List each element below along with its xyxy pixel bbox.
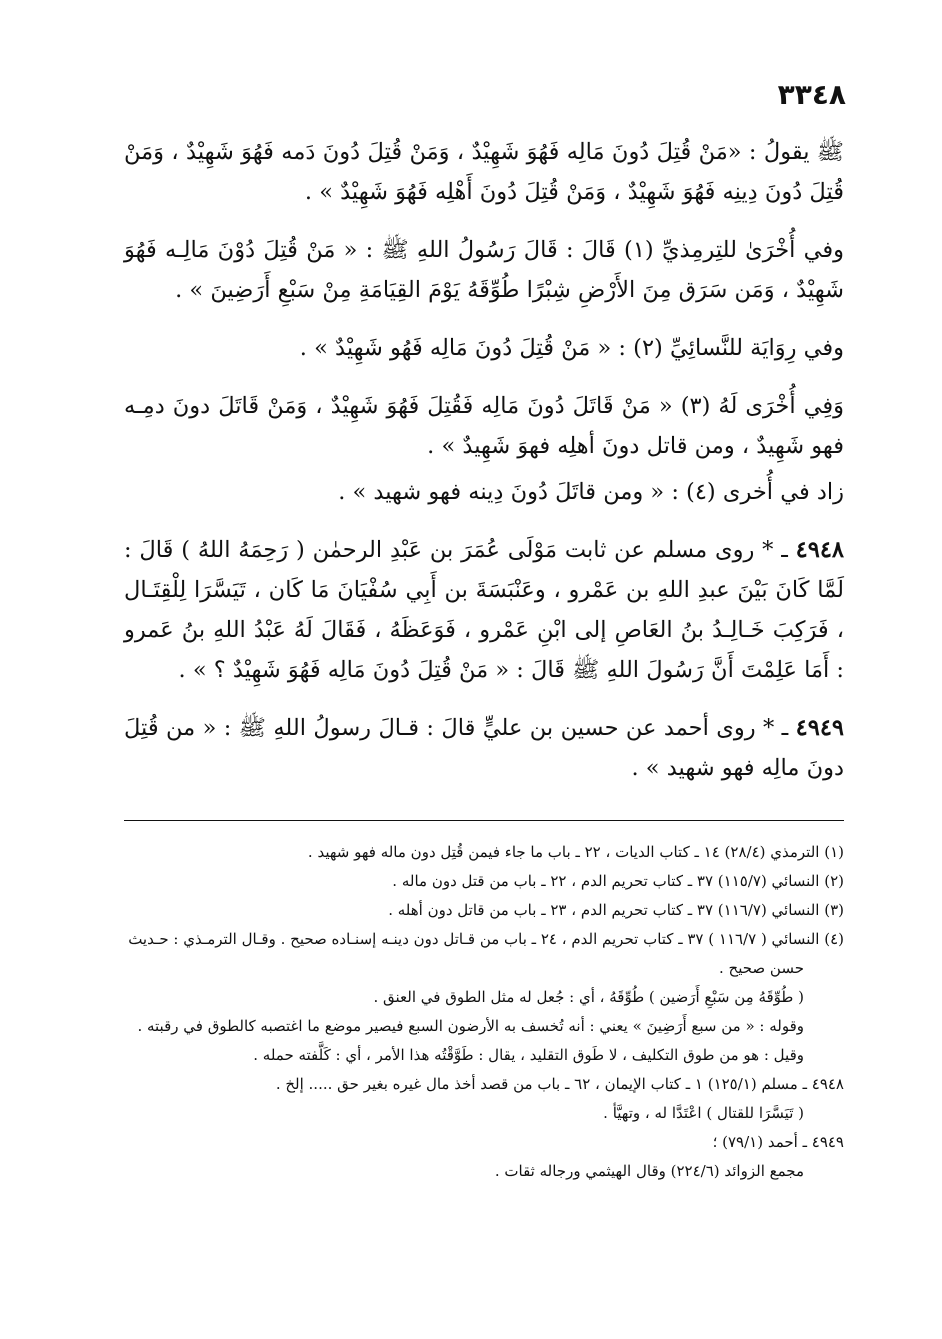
- paragraph: وفي أُخْرَىٰ للتِرمِذيِّ (١) قَالَ : قَالَ رَسُولُ اللهِ ﷺ : « مَنْ قُتِلَ دُوْنَ مَالِـه فَهُوَ شَهِيْدٌ ، وَمَن سَرَق مِنَ الأَرْضِ شِبْرًا طُوِّقَهُ يَوْمَ القِيَامَةِ مِنْ سَبْعِ أَرَضِينَ » .: [124, 237, 844, 303]
- page-number: ٣٣٤٨: [777, 78, 846, 111]
- hadith-text: ـ * روى مسلم عن ثابت مَوْلَى عُمَرَ بن عَبْدِ الرحمٰن ( رَحِمَهُ اللهُ ) قَالَ : لَمَّا كَانَ بَيْنَ عبدِ اللهِ بن عَمْرو ، وعَنْبَسَةَ بن أَبِي سُفْيَانَ مَا كَان ، تَيَسَّرَا لِلْقِتَـال ، فَرَكِبَ خَـالِـدُ بنُ العَاصِ إلى ابْنِ عَمْرو ، فَوَعَظَهُ ، فَقَالَ لَهُ عَبْدُ اللهِ بنُ عَمرو : أَمَا عَلِمْتَ أَنَّ رَسُولَ اللهِ ﷺ قَالَ : « مَنْ قُتِلَ دُونَ مَالِه فَهُوَ شَهِيْدٌ ؟ » .: [124, 537, 844, 683]
- main-text: [124, 132, 844, 806]
- hadith-number: ٤٩٤٨: [795, 537, 844, 563]
- hadith-4948: [124, 530, 844, 690]
- footnote: مجمع الزوائد (٢٢٤/٦) وقال الهيثمي ورجاله ثقات .: [494, 1162, 804, 1180]
- footnote: ٤٩٤٩ ـ أحمد (٧٩/١) ؛: [712, 1133, 844, 1151]
- footnote: ( تَيَسَّرَا للقتال ) اعْتَدَّا له ، وتهيَّأ .: [603, 1104, 804, 1122]
- footnote-divider: [124, 820, 844, 821]
- paragraph: زاد في أُخرى (٤) : « ومن قاتَلَ دُونَ دِينه فهو شهيد » .: [338, 479, 844, 505]
- footnote: (١) الترمذي (٢٨/٤) ١٤ ـ كتاب الديات ، ٢٢ ـ باب ما جاء فيمن قُتِل دون ماله فهو شهيد .: [307, 843, 844, 861]
- footnote: (٤) النسائي ( ١١٦/٧ ) ٣٧ ـ كتاب تحريم الدم ، ٢٤ ـ باب من قـاتل دون دينـه إسنـاده صحيح . وقـال الترمـذي : حـديث: [128, 930, 844, 948]
- footnote: وقيل : هو من طوق التكليف ، لا طَوق التقليد ، يقال : طَوَّقْتُه هذا الأمر ، أي : كَلَّفته حمله .: [253, 1046, 804, 1064]
- paragraph: ﷺ يقولُ : «مَنْ قُتِلَ دُونَ مَالِه فَهُوَ شَهِيْدٌ ، وَمَنْ قُتِلَ دُونَ دَمه فَهُوَ شَهِيْدٌ ، وَمَنْ قُتِلَ دُونَ دِينِه فَهُوَ شَهِيْدٌ ، وَمَنْ قُتِلَ دُونَ أَهْلِه فَهُوَ شَهِيْدٌ » .: [124, 139, 844, 205]
- footnote: ( طُوِّقَهُ مِن سَبْعِ أَرَضين ) طُوِّقَهُ ، أي : جُعل له مثل الطوق في العنق .: [373, 988, 804, 1006]
- footnote: وقوله : « من سبع أَرَضِينَ » يعني : أنه تُخسف به الأرضون السبع فيصير موضع ما اغتصبه كالطوق في رقبته .: [137, 1017, 804, 1035]
- hadith-4949: [124, 708, 844, 788]
- paragraph: وَفِي أُخْرَى لَهُ (٣) « مَنْ قَاتَلَ دُونَ مَالِه فَقُتِلَ فَهُوَ شَهِيْدٌ ، وَمَنْ قَاتَلَ دونَ دمِـه فهو شَهِيدٌ ، ومن قاتل دونَ أهلِه فهوَ شَهِيدٌ » .: [124, 393, 844, 459]
- hadith-number: ٤٩٤٩: [795, 715, 844, 741]
- footnotes: [112, 838, 844, 1186]
- hadith-text: ـ * روى أحمد عن حسين بن عليٍّ قالَ : قـالَ رسولُ اللهِ ﷺ : « من قُتِلَ دونَ مالِه فهو شهيد » .: [124, 715, 844, 781]
- footnote: ٤٩٤٨ ـ مسلم (١٢٥/١) ١ ـ كتاب الإيمان ، ٦٢ ـ باب من قصد أخذ مال غيره بغير حق ..... إلخ .: [275, 1075, 844, 1093]
- footnote: (٢) النسائي (١١٥/٧) ٣٧ ـ كتاب تحريم الدم ، ٢٢ ـ باب من قتل دون ماله .: [392, 872, 844, 890]
- paragraph: وفي رِوَايَة للنَّسائِيِّ (٢) : « مَنْ قُتِلَ دُونَ مَالِه فَهُو شَهِيْدٌ » .: [299, 335, 844, 361]
- footnote: (٣) النسائي (١١٦/٧) ٣٧ ـ كتاب تحريم الدم ، ٢٣ ـ باب من قاتل دون أهله .: [388, 901, 844, 919]
- footnote: حسن صحيح .: [718, 959, 804, 977]
